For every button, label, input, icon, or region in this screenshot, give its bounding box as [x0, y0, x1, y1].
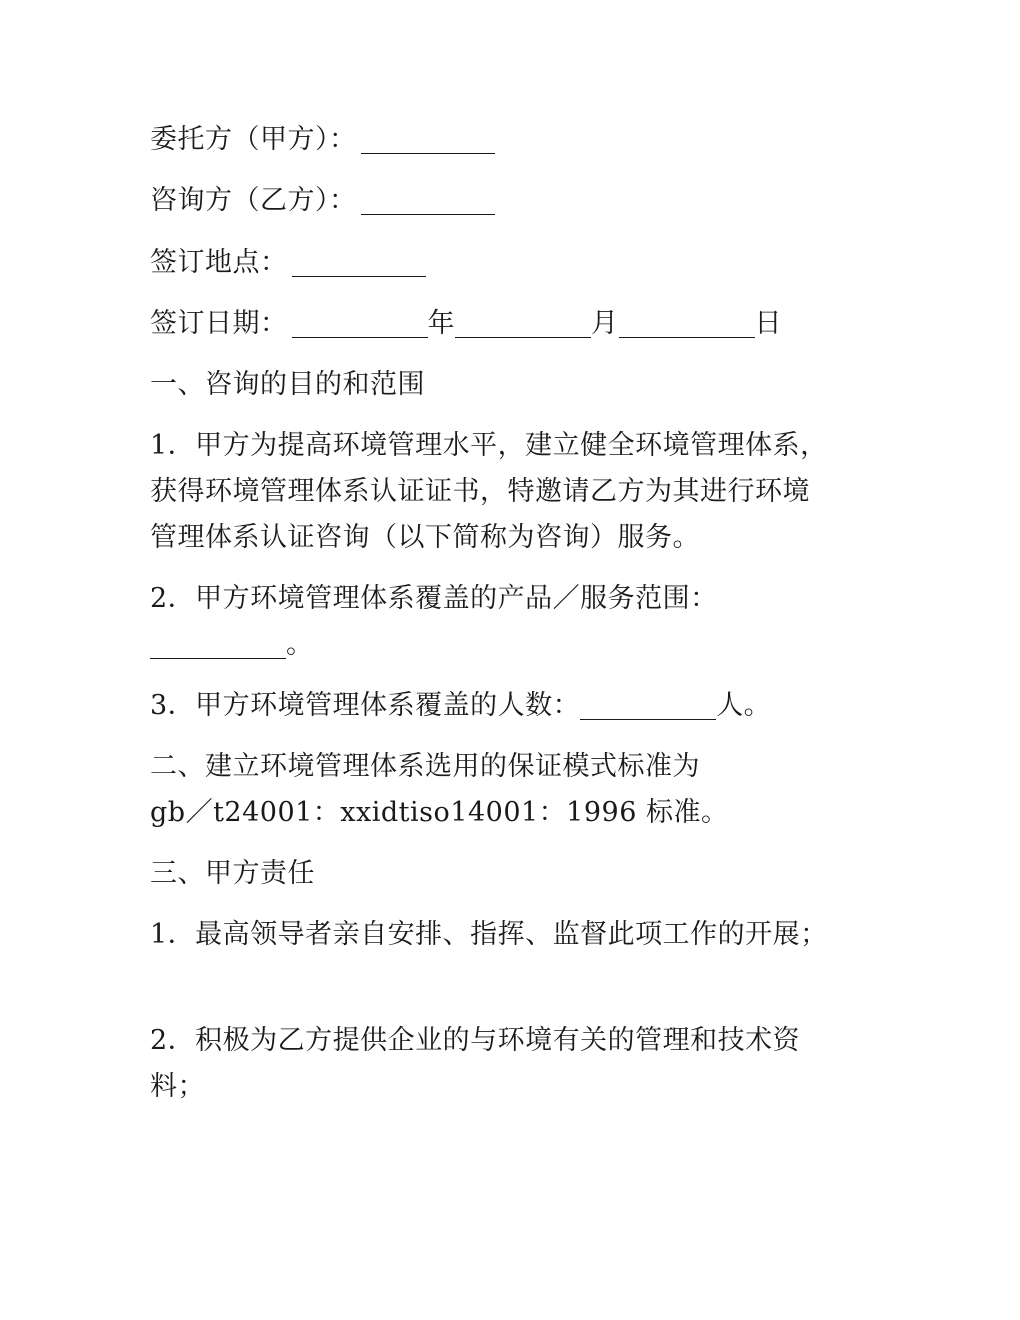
section2-line2: gb／t24001：xxidtiso14001：1996 标准。	[150, 797, 729, 828]
scope-blank	[150, 628, 286, 659]
section3-item2-line1: 2．积极为乙方提供企业的与环境有关的管理和技术资	[150, 1025, 801, 1056]
day-blank	[619, 307, 755, 338]
month-blank	[455, 307, 591, 338]
consultant-blank	[361, 184, 495, 215]
year-label: 年	[427, 308, 455, 339]
date-line	[150, 301, 890, 347]
headcount-blank	[580, 689, 716, 720]
section3-item1: 1．最高领导者亲自安排、指挥、监督此项工作的开展；	[150, 919, 828, 950]
section1-item1-line3: 管理体系认证咨询（以下简称为咨询）服务。	[150, 522, 700, 553]
section1-item1-line2: 获得环境管理体系认证证书，特邀请乙方为其进行环境	[150, 476, 810, 507]
place-line	[150, 240, 890, 286]
section1-item1-line1: 1．甲方为提高环境管理水平，建立健全环境管理体系，	[150, 430, 828, 461]
year-blank	[292, 307, 428, 338]
section1-item2-line2	[150, 622, 890, 668]
section2-line1: 二、建立环境管理体系选用的保证模式标准为	[150, 751, 700, 782]
place-label: 签订地点：	[150, 247, 288, 278]
client-label: 委托方（甲方）：	[150, 124, 357, 155]
section1-item2-line1: 2．甲方环境管理体系覆盖的产品／服务范围：	[150, 583, 718, 614]
day-label: 日	[754, 308, 782, 339]
consultant-line	[150, 178, 890, 224]
section1-heading: 一、咨询的目的和范围	[150, 369, 425, 400]
section1-item3	[150, 683, 890, 729]
scope-end: 。	[286, 629, 314, 660]
client-line	[150, 117, 890, 163]
headcount-unit: 人。	[716, 690, 772, 721]
client-blank	[361, 123, 495, 154]
section3-heading: 三、甲方责任	[150, 858, 315, 889]
date-label: 签订日期：	[150, 308, 288, 339]
consultant-label: 咨询方（乙方）：	[150, 185, 357, 216]
headcount-label: 3．甲方环境管理体系覆盖的人数：	[150, 690, 581, 721]
place-blank	[292, 246, 426, 277]
section3-item2-line2: 料；	[150, 1071, 205, 1102]
month-label: 月	[591, 308, 619, 339]
